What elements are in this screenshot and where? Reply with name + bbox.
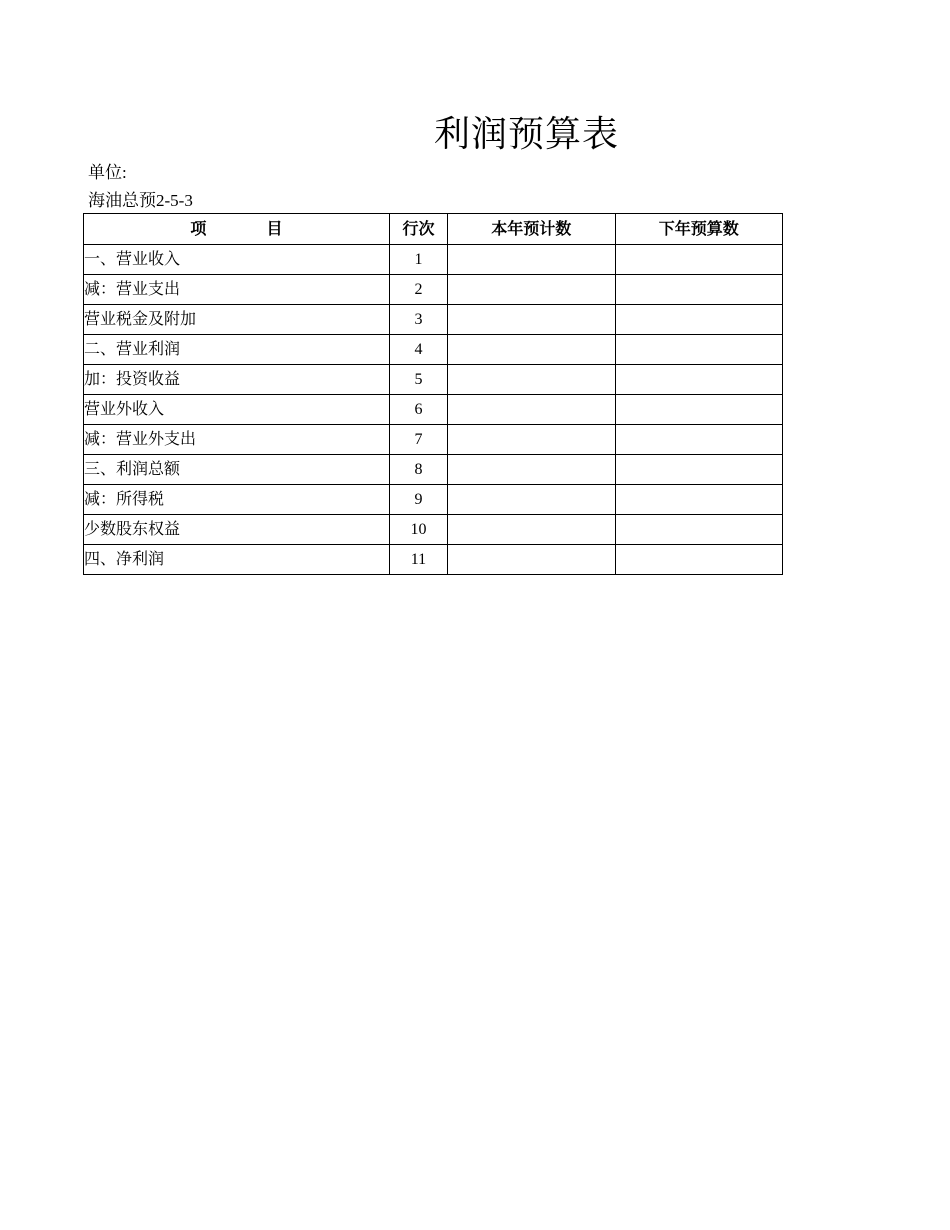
header-item-part1: 项 — [190, 220, 207, 238]
row-label: 少数股东权益 — [84, 515, 390, 545]
row-label: 减：营业支出 — [84, 275, 390, 305]
row-next-year-cell[interactable] — [615, 275, 783, 305]
row-line-no: 4 — [389, 335, 447, 365]
row-current-year-cell[interactable] — [448, 545, 615, 575]
row-current-year-cell[interactable] — [448, 335, 615, 365]
header-current-year: 本年预计数 — [448, 214, 615, 245]
row-label: 二、营业利润 — [84, 335, 390, 365]
page-title: 利润预算表 — [434, 114, 620, 154]
row-label: 三、利润总额 — [84, 455, 390, 485]
row-current-year-cell[interactable] — [448, 275, 615, 305]
row-line-no: 8 — [389, 455, 447, 485]
table-header-row — [84, 214, 783, 245]
row-label: 减：所得税 — [84, 485, 390, 515]
row-next-year-cell[interactable] — [615, 305, 783, 335]
table-row — [84, 275, 783, 305]
row-current-year-cell[interactable] — [448, 395, 615, 425]
row-next-year-cell[interactable] — [615, 515, 783, 545]
table-row — [84, 395, 783, 425]
row-label: 营业外收入 — [84, 395, 390, 425]
table-row — [84, 515, 783, 545]
row-current-year-cell[interactable] — [448, 305, 615, 335]
row-line-no: 6 — [389, 395, 447, 425]
table-row — [84, 305, 783, 335]
row-current-year-cell[interactable] — [448, 425, 615, 455]
row-line-no: 7 — [389, 425, 447, 455]
row-next-year-cell[interactable] — [615, 245, 783, 275]
row-next-year-cell[interactable] — [615, 485, 783, 515]
row-next-year-cell[interactable] — [615, 365, 783, 395]
row-current-year-cell[interactable] — [448, 515, 615, 545]
table-row — [84, 365, 783, 395]
table-row — [84, 545, 783, 575]
profit-budget-table — [83, 213, 783, 575]
table-row — [84, 455, 783, 485]
row-line-no: 10 — [389, 515, 447, 545]
table-row — [84, 425, 783, 455]
row-line-no: 9 — [389, 485, 447, 515]
unit-label: 单位: — [88, 163, 127, 182]
form-code: 海油总预2-5-3 — [88, 191, 193, 210]
row-label: 减：营业外支出 — [84, 425, 390, 455]
row-line-no: 3 — [389, 305, 447, 335]
row-next-year-cell[interactable] — [615, 455, 783, 485]
header-line-no: 行次 — [389, 214, 447, 245]
row-current-year-cell[interactable] — [448, 485, 615, 515]
row-label: 一、营业收入 — [84, 245, 390, 275]
row-label: 营业税金及附加 — [84, 305, 390, 335]
row-next-year-cell[interactable] — [615, 395, 783, 425]
row-line-no: 5 — [389, 365, 447, 395]
row-line-no: 2 — [389, 275, 447, 305]
row-label: 四、净利润 — [84, 545, 390, 575]
row-line-no: 11 — [389, 545, 447, 575]
table-row — [84, 245, 783, 275]
table-row — [84, 335, 783, 365]
row-current-year-cell[interactable] — [448, 245, 615, 275]
header-item — [84, 214, 390, 245]
header-next-year: 下年预算数 — [615, 214, 783, 245]
table-row — [84, 485, 783, 515]
row-current-year-cell[interactable] — [448, 365, 615, 395]
row-line-no: 1 — [389, 245, 447, 275]
row-next-year-cell[interactable] — [615, 545, 783, 575]
row-current-year-cell[interactable] — [448, 455, 615, 485]
row-next-year-cell[interactable] — [615, 335, 783, 365]
header-item-part2: 目 — [266, 220, 283, 238]
row-label: 加：投资收益 — [84, 365, 390, 395]
row-next-year-cell[interactable] — [615, 425, 783, 455]
